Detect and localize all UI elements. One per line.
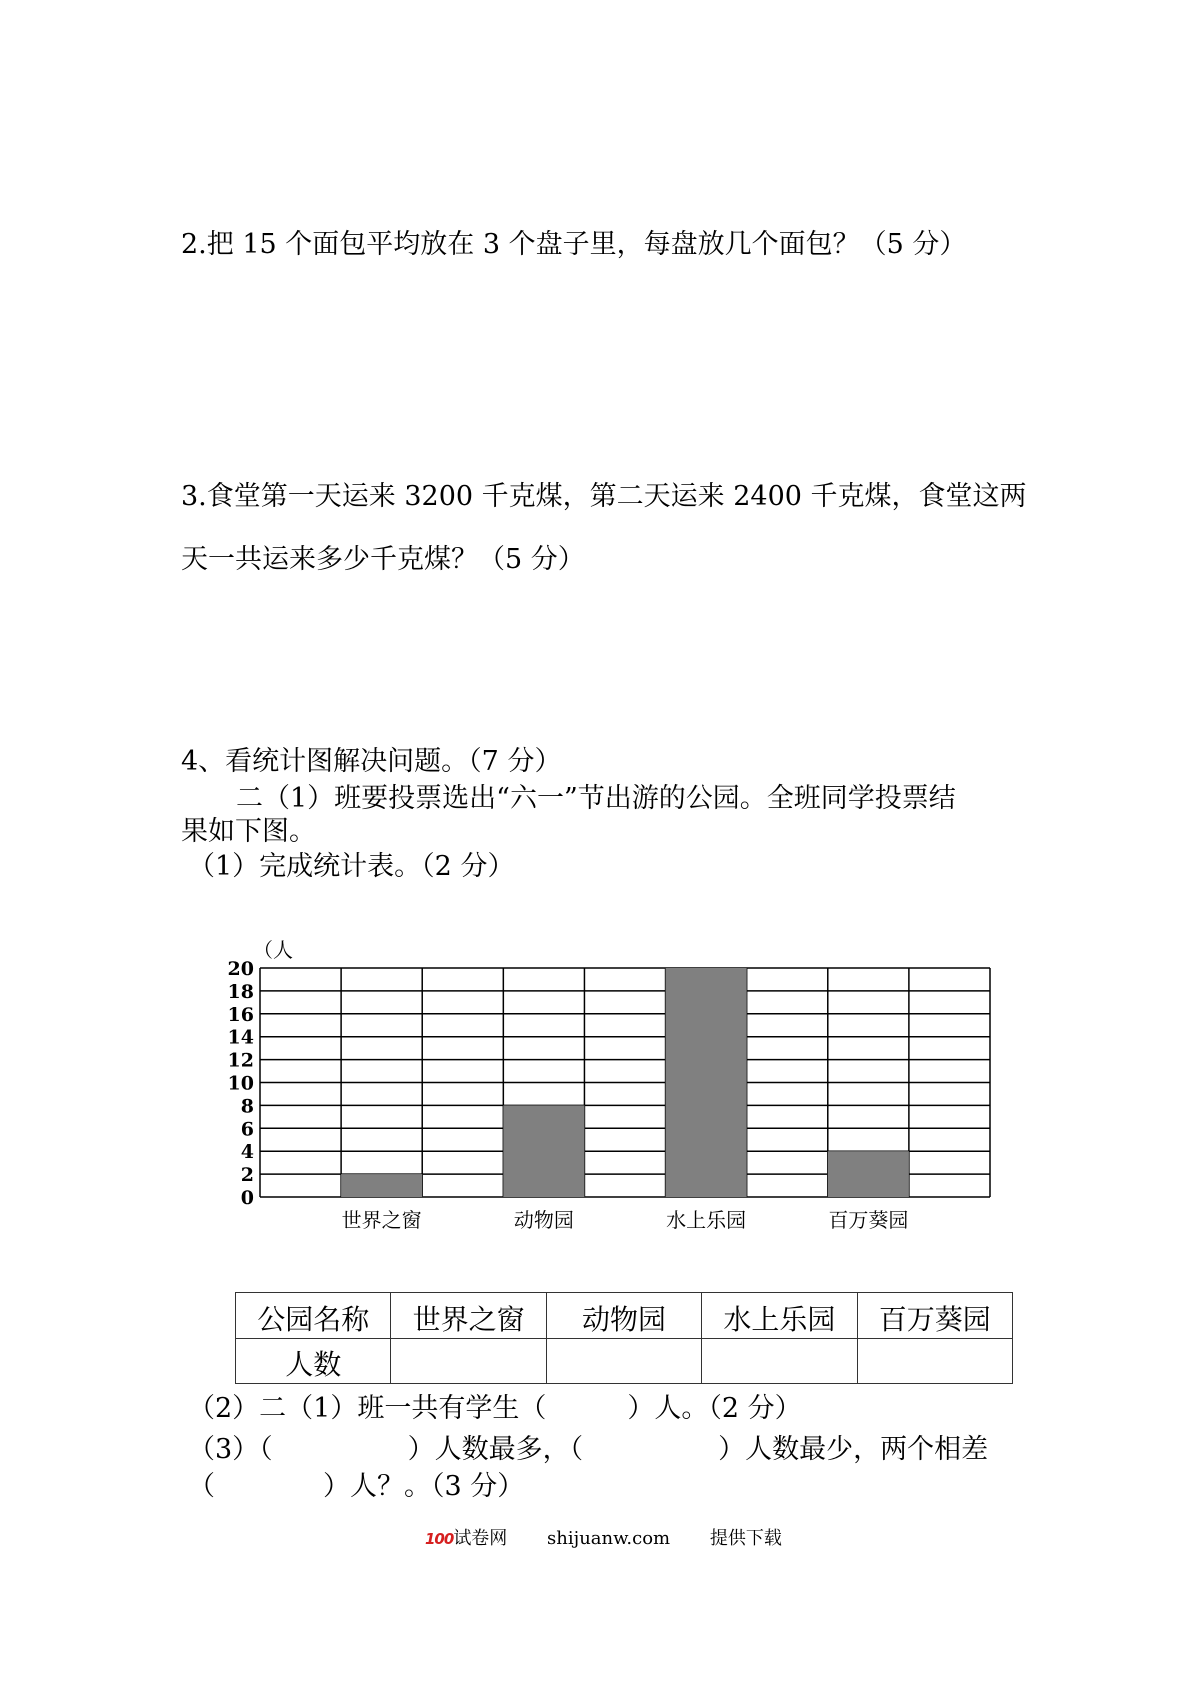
table-answer-cell[interactable]	[546, 1338, 701, 1384]
table-header-cell: 百万葵园	[857, 1293, 1012, 1339]
table-header-cell: 公园名称	[236, 1293, 391, 1339]
y-tick-label: 12	[227, 1049, 254, 1072]
table-answer-cell[interactable]	[702, 1338, 857, 1384]
question-4-part-2: （2）二（1）班一共有学生（ ）人。（2 分）	[188, 1393, 802, 1424]
chart-category-labels	[342, 1208, 909, 1232]
y-tick-label: 16	[227, 1003, 254, 1026]
bar	[828, 1151, 909, 1197]
table-row-label: 人数	[236, 1338, 391, 1384]
footer	[425, 1524, 782, 1550]
category-label: 百万葵园	[828, 1208, 909, 1232]
site-url[interactable]: shijuanw.com	[547, 1528, 671, 1549]
bar	[341, 1174, 422, 1197]
y-tick-label: 20	[227, 958, 254, 980]
question-4-part-3-line-1: （3）（ ）人数最多，（ ）人数最少，两个相差	[188, 1434, 989, 1465]
site-logo-number: 100	[425, 1530, 454, 1548]
y-tick-label: 18	[227, 980, 254, 1003]
y-tick-label: 14	[227, 1026, 254, 1049]
category-label: 世界之窗	[341, 1208, 422, 1232]
bar	[503, 1105, 584, 1197]
table-answer-cell[interactable]	[391, 1338, 546, 1384]
statistics-table	[235, 1292, 1013, 1384]
table-header-cell: 世界之窗	[391, 1293, 546, 1339]
question-2: 2.把 15 个面包平均放在 3 个盘子里，每盘放几个面包？（5 分）	[181, 229, 967, 260]
table-row	[236, 1338, 1013, 1384]
y-tick-label: 4	[240, 1141, 254, 1164]
question-3-line-1: 3.食堂第一天运来 3200 千克煤，第二天运来 2400 千克煤，食堂这两	[181, 481, 1027, 512]
table-answer-cell[interactable]	[857, 1338, 1012, 1384]
bar-chart	[225, 935, 1015, 1235]
download-note: 提供下载	[709, 1528, 782, 1549]
question-4-part-3-line-2: （ ）人？。（3 分）	[188, 1471, 525, 1502]
category-label: 动物园	[513, 1208, 574, 1232]
y-tick-label: 0	[240, 1187, 254, 1209]
site-name: 试卷网	[453, 1528, 508, 1549]
y-tick-label: 6	[240, 1118, 254, 1141]
y-tick-label: 8	[240, 1095, 254, 1118]
chart-y-axis-label: （人	[253, 938, 293, 962]
table-header-cell: 动物园	[546, 1293, 701, 1339]
table-header-cell: 水上乐园	[702, 1293, 857, 1339]
chart-y-ticks	[228, 958, 254, 1209]
question-4-part-1: （1）完成统计表。（2 分）	[188, 851, 515, 882]
bar	[666, 968, 747, 1197]
question-4-title: 4、看统计图解决问题。（7 分）	[181, 746, 562, 777]
question-4-intro-line-2: 果如下图。	[181, 816, 316, 847]
y-tick-label: 2	[240, 1164, 254, 1187]
question-4-intro-line-1: 二（1）班要投票选出“六一”节出游的公园。全班同学投票结	[236, 783, 956, 814]
y-tick-label: 10	[227, 1072, 254, 1095]
category-label: 水上乐园	[666, 1208, 747, 1232]
table-header-row	[236, 1293, 1013, 1339]
question-3-line-2: 天一共运来多少千克煤？（5 分）	[181, 544, 585, 575]
